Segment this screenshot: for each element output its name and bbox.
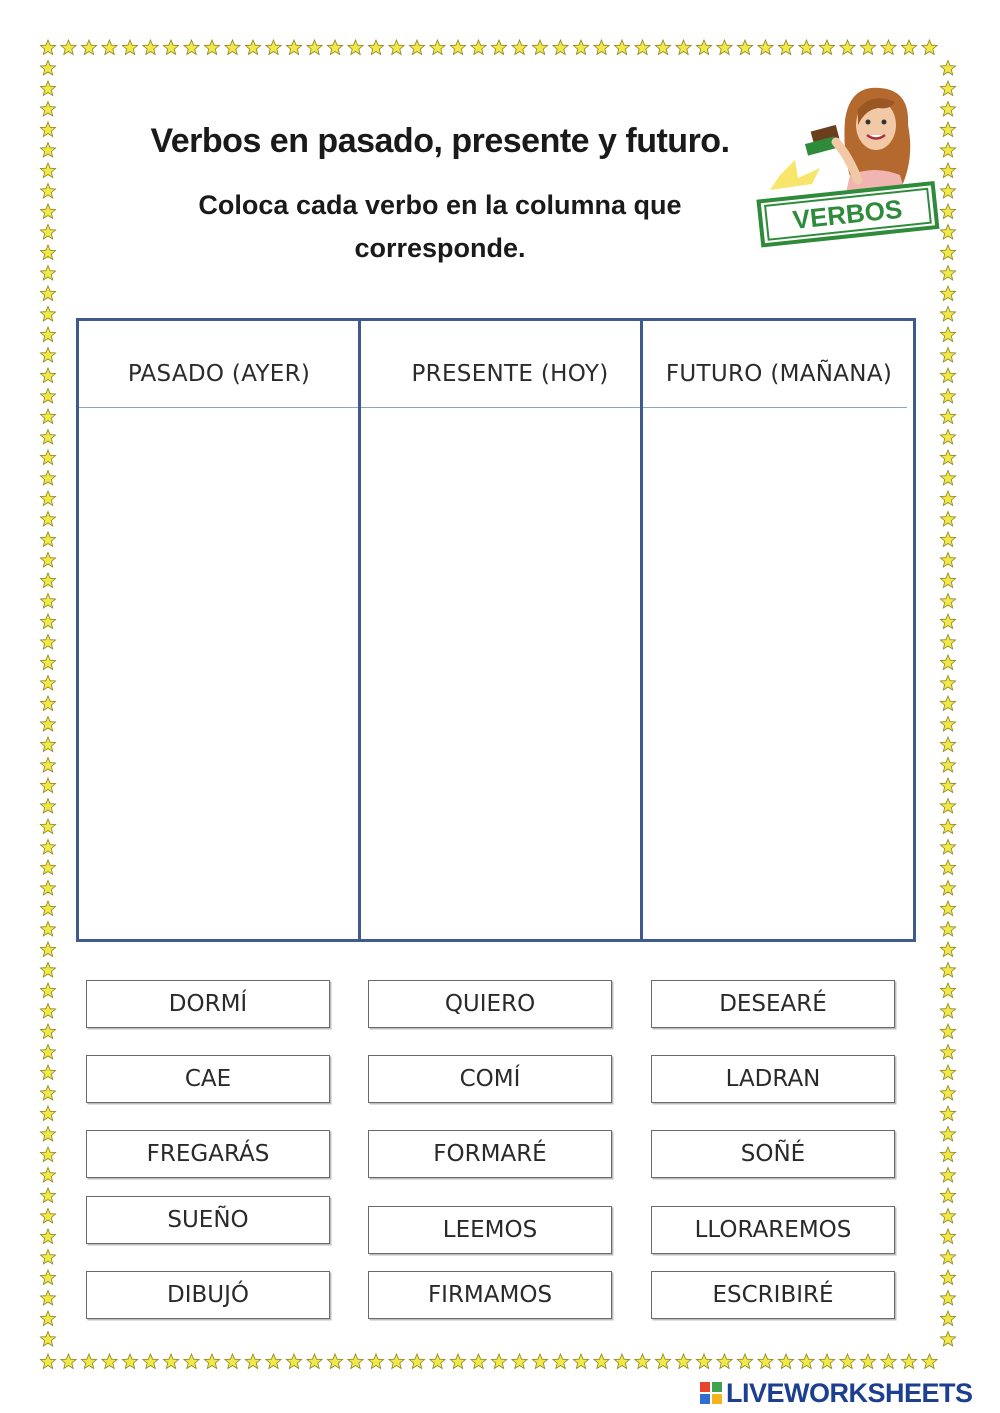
border-star <box>40 799 55 814</box>
border-star <box>737 1354 752 1369</box>
border-star <box>491 40 506 55</box>
border-star <box>881 1354 896 1369</box>
word-card[interactable]: FIRMAMOS <box>368 1271 612 1319</box>
border-star <box>163 40 178 55</box>
border-star <box>40 1127 55 1142</box>
border-star <box>40 204 55 219</box>
border-star <box>40 184 55 199</box>
border-star <box>635 1354 650 1369</box>
border-star <box>40 471 55 486</box>
border-star <box>940 1229 955 1244</box>
border-star <box>491 1354 506 1369</box>
sunburst-shape <box>770 160 820 190</box>
eye-right <box>882 120 887 125</box>
border-star <box>940 778 955 793</box>
border-star <box>40 717 55 732</box>
border-star <box>81 40 96 55</box>
border-star <box>840 40 855 55</box>
word-card[interactable]: QUIERO <box>368 980 612 1028</box>
teacher-verbos-illustration <box>750 80 950 255</box>
border-star <box>940 1188 955 1203</box>
border-star <box>450 1354 465 1369</box>
border-star <box>40 245 55 260</box>
border-star <box>940 286 955 301</box>
border-star <box>40 143 55 158</box>
border-star <box>389 1354 404 1369</box>
brand-name: LIVEWORKSHEETS <box>726 1377 973 1408</box>
border-star <box>40 1270 55 1285</box>
border-star <box>327 1354 342 1369</box>
border-star <box>40 450 55 465</box>
border-star <box>40 102 55 117</box>
border-star <box>389 40 404 55</box>
border-star <box>940 409 955 424</box>
border-star <box>40 307 55 322</box>
word-card[interactable]: DORMÍ <box>86 980 330 1028</box>
border-star <box>40 737 55 752</box>
border-star <box>940 450 955 465</box>
border-star <box>940 840 955 855</box>
border-star <box>40 225 55 240</box>
border-star <box>40 368 55 383</box>
drop-zone-pasado[interactable] <box>79 409 358 939</box>
badge-label: VERBOS <box>791 193 904 235</box>
border-star <box>940 389 955 404</box>
word-card[interactable]: CAE <box>86 1055 330 1103</box>
verbos-badge <box>759 183 938 245</box>
border-star <box>940 430 955 445</box>
word-card[interactable]: DIBUJÓ <box>86 1271 330 1319</box>
border-star <box>286 40 301 55</box>
border-star <box>881 40 896 55</box>
border-star <box>860 40 875 55</box>
border-star <box>940 942 955 957</box>
border-star <box>819 40 834 55</box>
border-star <box>940 61 955 76</box>
liveworksheets-brand[interactable] <box>700 1378 973 1408</box>
border-star <box>840 1354 855 1369</box>
border-star <box>368 1354 383 1369</box>
border-star <box>40 1024 55 1039</box>
border-star <box>940 327 955 342</box>
border-star <box>40 1209 55 1224</box>
border-star <box>512 40 527 55</box>
border-star <box>40 1354 55 1369</box>
word-card[interactable]: COMÍ <box>368 1055 612 1103</box>
border-star <box>940 491 955 506</box>
border-star <box>778 1354 793 1369</box>
border-star <box>799 40 814 55</box>
border-star <box>40 327 55 342</box>
border-star <box>940 901 955 916</box>
border-star <box>737 40 752 55</box>
sorting-table <box>76 318 916 942</box>
border-star <box>717 1354 732 1369</box>
border-star <box>655 40 670 55</box>
word-card[interactable]: FREGARÁS <box>86 1130 330 1178</box>
border-star <box>940 307 955 322</box>
border-star <box>860 1354 875 1369</box>
border-star <box>717 40 732 55</box>
border-star <box>940 1209 955 1224</box>
border-star <box>553 1354 568 1369</box>
border-star <box>799 1354 814 1369</box>
border-star <box>40 1065 55 1080</box>
word-card[interactable]: ESCRIBIRÉ <box>651 1271 895 1319</box>
border-star <box>40 594 55 609</box>
border-star <box>307 40 322 55</box>
border-star <box>940 348 955 363</box>
header-rule <box>79 407 358 408</box>
border-star <box>553 40 568 55</box>
border-star <box>348 1354 363 1369</box>
border-star <box>327 40 342 55</box>
border-star <box>40 430 55 445</box>
border-star <box>940 860 955 875</box>
border-star <box>940 1045 955 1060</box>
border-star <box>430 40 445 55</box>
border-star <box>40 635 55 650</box>
border-star <box>40 266 55 281</box>
border-star <box>901 40 916 55</box>
border-star <box>940 655 955 670</box>
border-star <box>409 40 424 55</box>
word-card[interactable]: SOÑÉ <box>651 1130 895 1178</box>
liveworksheets-logo-icon <box>700 1382 722 1404</box>
border-star <box>696 1354 711 1369</box>
word-card[interactable]: LADRAN <box>651 1055 895 1103</box>
border-star <box>940 512 955 527</box>
border-star <box>940 1311 955 1326</box>
border-star <box>40 532 55 547</box>
border-star <box>940 1250 955 1265</box>
border-star <box>40 163 55 178</box>
border-star <box>40 61 55 76</box>
border-star <box>940 963 955 978</box>
border-star <box>40 1106 55 1121</box>
border-star <box>40 348 55 363</box>
border-star <box>143 40 158 55</box>
border-star <box>368 40 383 55</box>
border-star <box>901 1354 916 1369</box>
border-star <box>40 1168 55 1183</box>
border-star <box>40 758 55 773</box>
border-star <box>163 1354 178 1369</box>
border-star <box>940 1086 955 1101</box>
border-star <box>286 1354 301 1369</box>
border-star <box>102 1354 117 1369</box>
column-header-futuro: FUTURO (MAÑANA) <box>665 361 893 387</box>
border-star <box>184 1354 199 1369</box>
border-star <box>471 1354 486 1369</box>
border-star <box>940 553 955 568</box>
border-star <box>40 922 55 937</box>
border-star <box>61 40 76 55</box>
border-star <box>758 40 773 55</box>
border-star <box>940 471 955 486</box>
border-star <box>940 1168 955 1183</box>
border-star <box>409 1354 424 1369</box>
border-star <box>40 1291 55 1306</box>
border-star <box>204 1354 219 1369</box>
border-star <box>940 1127 955 1142</box>
border-star <box>758 1354 773 1369</box>
border-star <box>676 40 691 55</box>
border-star <box>676 1354 691 1369</box>
border-star <box>532 1354 547 1369</box>
border-star <box>40 860 55 875</box>
column-header-pasado: PASADO (AYER) <box>127 361 311 387</box>
drop-zone-futuro[interactable] <box>643 409 913 939</box>
border-star <box>940 1024 955 1039</box>
border-star <box>61 1354 76 1369</box>
border-star <box>940 881 955 896</box>
border-star <box>40 286 55 301</box>
border-star <box>40 1250 55 1265</box>
border-star <box>450 40 465 55</box>
border-star <box>40 122 55 137</box>
border-star <box>940 758 955 773</box>
border-star <box>40 1147 55 1162</box>
border-star <box>40 963 55 978</box>
border-star <box>40 553 55 568</box>
border-star <box>940 1147 955 1162</box>
border-star <box>940 1270 955 1285</box>
word-card[interactable]: SUEÑO <box>86 1196 330 1244</box>
border-star <box>922 1354 937 1369</box>
border-star <box>40 819 55 834</box>
header-rule <box>643 407 907 408</box>
border-star <box>40 778 55 793</box>
border-star <box>40 1188 55 1203</box>
border-star <box>40 614 55 629</box>
border-star <box>204 40 219 55</box>
border-star <box>40 942 55 957</box>
border-star <box>40 983 55 998</box>
border-star <box>778 40 793 55</box>
border-star <box>40 1311 55 1326</box>
border-star <box>348 40 363 55</box>
border-star <box>40 655 55 670</box>
border-star <box>40 1045 55 1060</box>
border-star <box>940 1332 955 1347</box>
border-star <box>430 1354 445 1369</box>
border-star <box>573 1354 588 1369</box>
border-star <box>81 1354 96 1369</box>
border-star <box>143 1354 158 1369</box>
word-card[interactable]: FORMARÉ <box>368 1130 612 1178</box>
border-star <box>40 1086 55 1101</box>
border-star <box>594 1354 609 1369</box>
border-star <box>40 840 55 855</box>
border-star <box>184 40 199 55</box>
border-star <box>614 40 629 55</box>
border-star <box>940 368 955 383</box>
border-star <box>940 696 955 711</box>
border-star <box>40 409 55 424</box>
border-star <box>245 40 260 55</box>
border-star <box>40 1004 55 1019</box>
border-star <box>940 266 955 281</box>
border-star <box>40 1332 55 1347</box>
border-star <box>40 696 55 711</box>
border-star <box>266 1354 281 1369</box>
border-star <box>940 1106 955 1121</box>
border-star <box>940 635 955 650</box>
border-star <box>532 40 547 55</box>
border-star <box>40 1229 55 1244</box>
border-star <box>940 676 955 691</box>
border-star <box>940 737 955 752</box>
border-star <box>940 819 955 834</box>
border-star <box>471 40 486 55</box>
word-card[interactable]: LLORAREMOS <box>651 1206 895 1254</box>
border-star <box>40 573 55 588</box>
eye-left <box>866 120 871 125</box>
border-star <box>122 40 137 55</box>
smile-shape <box>867 135 885 139</box>
border-star <box>307 1354 322 1369</box>
border-star <box>940 983 955 998</box>
border-star <box>635 40 650 55</box>
border-star <box>940 1065 955 1080</box>
border-star <box>40 901 55 916</box>
border-star <box>102 40 117 55</box>
border-star <box>940 799 955 814</box>
column-header-presente: PRESENTE (HOY) <box>411 361 609 387</box>
border-star <box>940 532 955 547</box>
border-star <box>922 40 937 55</box>
border-star <box>225 1354 240 1369</box>
border-star <box>819 1354 834 1369</box>
border-star <box>40 40 55 55</box>
header-rule <box>361 407 640 408</box>
worksheet-title: Verbos en pasado, presente y futuro. <box>150 122 730 160</box>
border-star <box>696 40 711 55</box>
border-star <box>940 614 955 629</box>
border-star <box>940 1291 955 1306</box>
border-star <box>40 676 55 691</box>
border-star <box>266 40 281 55</box>
word-card[interactable]: DESEARÉ <box>651 980 895 1028</box>
worksheet-instruction: Coloca cada verbo en la columna que corresponde. <box>198 190 682 263</box>
border-star <box>122 1354 137 1369</box>
border-star <box>594 40 609 55</box>
border-star <box>512 1354 527 1369</box>
border-star <box>940 717 955 732</box>
border-star <box>940 922 955 937</box>
border-star <box>40 491 55 506</box>
drop-zone-presente[interactable] <box>361 409 640 939</box>
border-star <box>573 40 588 55</box>
border-star <box>40 81 55 96</box>
border-star <box>225 40 240 55</box>
word-card[interactable]: LEEMOS <box>368 1206 612 1254</box>
border-star <box>940 1004 955 1019</box>
border-star <box>940 573 955 588</box>
border-star <box>40 881 55 896</box>
border-star <box>40 512 55 527</box>
border-star <box>655 1354 670 1369</box>
border-star <box>614 1354 629 1369</box>
border-star <box>245 1354 260 1369</box>
border-star <box>940 594 955 609</box>
border-star <box>40 389 55 404</box>
